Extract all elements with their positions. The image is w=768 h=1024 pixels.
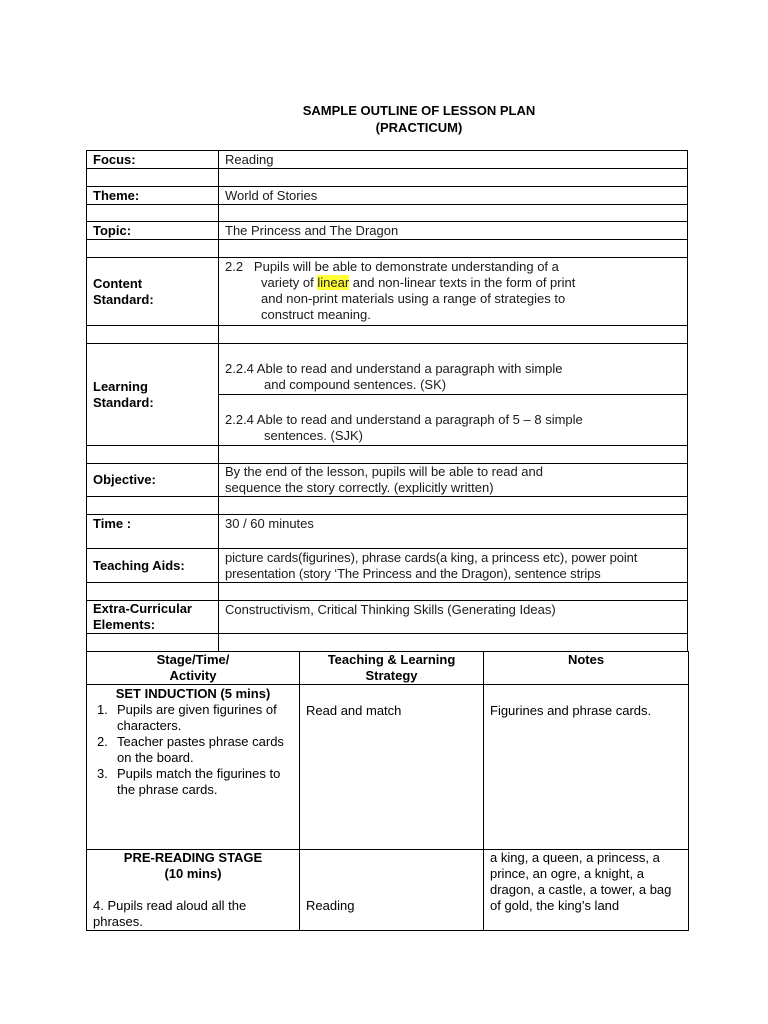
objective-line1: By the end of the lesson, pupils will be able to read and <box>225 464 543 479</box>
spacer-cell <box>87 583 219 601</box>
step-number: 3. <box>97 766 108 781</box>
spacer-cell <box>219 205 688 222</box>
spacer-cell <box>219 634 688 652</box>
extra-curricular-label-line1: Extra-Curricular <box>93 601 192 616</box>
pre-reading-strategy-text: Reading <box>306 898 355 913</box>
content-standard-line2-post: and non-linear texts in the form of print <box>349 275 576 290</box>
learning-standard-label-line2: Standard: <box>93 394 154 410</box>
teaching-aids-line2: presentation (story ‘The Princess and the Dragon), sentence strips <box>225 565 601 581</box>
spacer-cell <box>219 583 688 601</box>
step-number: 1. <box>97 702 108 717</box>
learning-standard-sk-line2: and compound sentences. (SK) <box>264 377 447 392</box>
spacer-cell <box>87 446 219 464</box>
stage-time-activity-header <box>87 652 300 685</box>
header-col2-line2: Strategy <box>365 668 418 683</box>
extra-curricular-label-line2: Elements: <box>93 617 156 632</box>
content-standard-label-line2: Standard: <box>93 291 154 307</box>
objective-label: Objective: <box>87 464 219 497</box>
theme-value: World of Stories <box>219 187 688 205</box>
extra-curricular-value: Constructivism, Critical Thinking Skills (Generating Ideas) <box>219 601 688 634</box>
learning-standard-sjk-line2: sentences. (SJK) <box>264 428 363 443</box>
set-induction-title: SET INDUCTION (5 mins) <box>115 686 271 701</box>
step-text: Teacher pastes phrase cards on the board. <box>117 734 284 765</box>
content-standard-line3: and non-print materials using a range of strategies to <box>261 291 566 306</box>
list-item <box>93 766 293 798</box>
set-induction-strategy-text: Read and match <box>306 703 402 718</box>
set-induction-strategy <box>300 685 484 850</box>
content-standard-line2 <box>225 275 681 291</box>
list-item <box>93 702 293 734</box>
header-col2-line1: Teaching & Learning <box>327 652 456 667</box>
extra-curricular-label <box>87 601 219 634</box>
objective-line2: sequence the story correctly. (explicitly written) <box>225 480 494 495</box>
spacer-cell <box>87 205 219 222</box>
spacer-cell <box>219 169 688 187</box>
learning-standard-sk <box>219 344 688 395</box>
spacer <box>93 882 293 898</box>
spacer-cell <box>219 497 688 515</box>
document-title: SAMPLE OUTLINE OF LESSON PLAN <box>302 103 536 118</box>
spacer-cell <box>219 446 688 464</box>
highlighted-word: linear <box>317 275 350 290</box>
spacer-cell <box>219 240 688 258</box>
content-standard-line1 <box>225 259 681 275</box>
pre-reading-step: 4. Pupils read aloud all the phrases. <box>93 898 247 929</box>
lesson-info-table <box>86 150 688 652</box>
set-induction-notes-text: Figurines and phrase cards. <box>490 703 652 718</box>
learning-standard-sk-line1: 2.2.4 Able to read and understand a paragraph with simple <box>225 361 563 376</box>
content-standard-number: 2.2 <box>225 259 244 274</box>
notes-header: Notes <box>484 652 689 685</box>
learning-standard-label-line1: Learning <box>93 378 148 394</box>
pre-reading-title: PRE-READING STAGE <box>123 850 263 865</box>
time-value: 30 / 60 minutes <box>219 515 688 549</box>
teaching-aids-label: Teaching Aids: <box>87 549 219 583</box>
focus-value: Reading <box>219 151 688 169</box>
content-standard-line2-pre: variety of <box>261 275 318 290</box>
focus-label: Focus: <box>87 151 219 169</box>
content-standard-label-line1: Content <box>93 275 143 291</box>
time-label: Time : <box>87 515 219 549</box>
spacer-cell <box>87 169 219 187</box>
stages-table <box>86 651 689 931</box>
pre-reading-duration: (10 mins) <box>164 866 222 881</box>
learning-standard-sjk-line1: 2.2.4 Able to read and understand a paragraph of 5 – 8 simple <box>225 412 583 427</box>
document-subtitle: (PRACTICUM) <box>375 120 463 135</box>
objective-value <box>219 464 688 497</box>
spacer-cell <box>87 497 219 515</box>
pre-reading-notes-text: a king, a queen, a princess, a prince, an ogre, a knight, a dragon, a castle, a tower, a bag of gold, the king’s land <box>490 850 672 913</box>
content-standard-label <box>87 258 219 326</box>
topic-value: The Princess and The Dragon <box>219 222 688 240</box>
spacer-cell <box>87 240 219 258</box>
pre-reading-strategy <box>300 850 484 931</box>
content-standard-text: Pupils will be able to demonstrate understanding of a <box>253 259 559 274</box>
list-item <box>93 734 293 766</box>
teaching-learning-strategy-header <box>300 652 484 685</box>
spacer-cell <box>87 326 219 344</box>
header-col1-line2: Activity <box>169 668 217 683</box>
spacer-cell <box>87 634 219 652</box>
step-text: Pupils match the figurines to the phrase cards. <box>117 766 281 797</box>
learning-standard-label <box>87 344 219 446</box>
spacer-cell <box>219 326 688 344</box>
content-standard-value <box>219 258 688 326</box>
teaching-aids-line1: picture cards(figurines), phrase cards(a king, a princess etc), power point <box>225 549 638 565</box>
pre-reading-cell <box>87 850 300 931</box>
set-induction-cell <box>87 685 300 850</box>
topic-label: Topic: <box>87 222 219 240</box>
content-standard-line4: construct meaning. <box>261 307 371 322</box>
set-induction-notes <box>484 685 689 850</box>
step-number: 2. <box>97 734 108 749</box>
header-col1-line1: Stage/Time/ <box>156 652 230 667</box>
set-induction-steps <box>93 702 293 798</box>
pre-reading-notes <box>484 850 689 931</box>
learning-standard-sjk <box>219 395 688 446</box>
step-text: Pupils are given figurines of characters. <box>117 702 277 733</box>
theme-label: Theme: <box>87 187 219 205</box>
teaching-aids-value <box>219 549 688 583</box>
